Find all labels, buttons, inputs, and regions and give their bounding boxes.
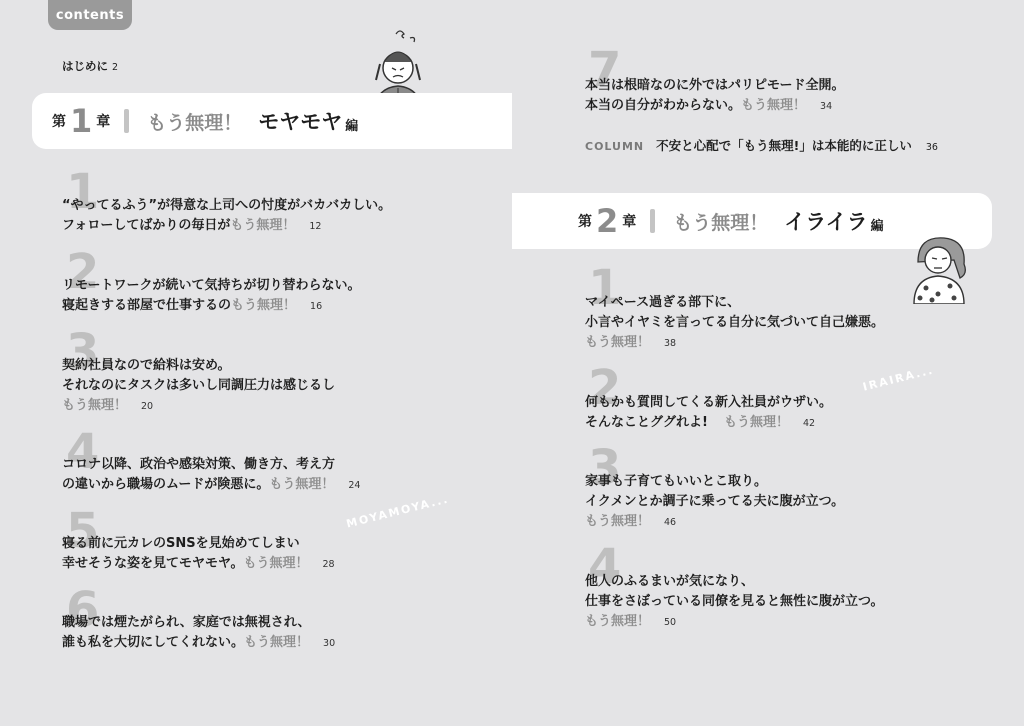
- entry-line: リモートワークが続いて気持ちが切り替わらない。: [62, 278, 361, 293]
- toc-entry[interactable]: [62, 455, 360, 496]
- entry-page: 50: [664, 617, 677, 628]
- contents-tab-label: contents: [55, 7, 125, 23]
- toc-entry[interactable]: [62, 356, 335, 417]
- entry-line: マイペース過ぎる部下に、: [585, 295, 741, 310]
- column-page: 36: [925, 142, 938, 153]
- entry-line: 小言やイヤミを言ってる自分に気づいて自己嫌悪。: [585, 315, 885, 330]
- entry-number: 5: [66, 503, 100, 559]
- entry-number: 7: [588, 42, 622, 98]
- entry-line: 本当は根暗なのに外ではパリピモード全開。: [585, 78, 845, 93]
- intro-entry[interactable]: [62, 58, 118, 74]
- chapter2-sho: 章: [622, 214, 637, 230]
- entry-page: 16: [310, 301, 323, 312]
- entry-line: コロナ以降、政治や感染対策、働き方、考え方: [62, 457, 336, 472]
- entry-muri: もう無理！: [723, 415, 789, 430]
- entry-line: 幸せそうな姿を見てモヤモヤ。: [62, 556, 244, 571]
- intro-label: はじめに: [62, 59, 108, 73]
- entry-number: 4: [588, 539, 622, 595]
- entry-muri: もう無理！: [585, 514, 651, 529]
- entry-line: 本当の自分がわからない。: [585, 98, 742, 113]
- column-label: COLUMN: [585, 140, 645, 153]
- entry-line: の違いから職場のムードが険悪に。: [62, 477, 270, 492]
- toc-entry[interactable]: [585, 393, 832, 434]
- toc-entry[interactable]: [62, 196, 391, 237]
- entry-number: 2: [66, 244, 100, 300]
- chapter1-muri: もう無理！: [147, 111, 243, 134]
- entry-muri: もう無理！: [243, 556, 309, 571]
- chapter2-dai: 第: [578, 214, 592, 230]
- entry-page: 30: [323, 638, 336, 649]
- entry-page: 46: [664, 517, 677, 528]
- entry-line: フォローしてばかりの毎日が: [62, 218, 231, 233]
- entry-line: 誰も私を大切にしてくれない。: [62, 635, 245, 650]
- entry-muri: もう無理！: [230, 218, 296, 233]
- entry-muri: もう無理！: [231, 298, 297, 313]
- column-text: 不安と心配で「もう無理!」は本能的に正しい: [656, 138, 912, 153]
- entry-number: 6: [66, 582, 100, 638]
- entry-muri: もう無理！: [585, 335, 651, 350]
- entry-number: 4: [66, 424, 100, 480]
- chapter1-hen: 編: [345, 119, 359, 134]
- entry-page: 24: [348, 480, 361, 491]
- entry-number: 3: [66, 324, 100, 380]
- chapter1-dai: 第: [52, 114, 66, 130]
- toc-entry[interactable]: [585, 76, 844, 117]
- chapter2-number: 2: [596, 202, 619, 240]
- entry-number: 2: [588, 360, 622, 416]
- chapter1-title: モヤモヤ: [258, 110, 343, 134]
- entry-line: 家事も子育てもいいとこ取り。: [585, 474, 768, 489]
- entry-number: 1: [66, 164, 100, 220]
- entry-muri: もう無理！: [244, 635, 310, 650]
- entry-line: 職場では煙たがられ、家庭では無視され、: [62, 615, 311, 630]
- toc-entry[interactable]: [62, 613, 335, 654]
- entry-number: 1: [588, 260, 622, 316]
- entry-page: 20: [141, 401, 154, 412]
- chapter1-divider: [124, 109, 129, 133]
- entry-muri: もう無理！: [269, 477, 335, 492]
- contents-tab: [48, 0, 132, 30]
- entry-page: 38: [664, 338, 677, 349]
- entry-line: 寝起きする部屋で仕事するの: [62, 298, 232, 313]
- entry-muri: もう無理！: [741, 98, 807, 113]
- entry-muri: もう無理！: [585, 614, 651, 629]
- chapter1-sho: 章: [96, 114, 111, 130]
- column-entry[interactable]: [585, 136, 938, 154]
- chapter2-hen: 編: [870, 219, 884, 234]
- entry-line: イクメンとか調子に乗ってる夫に腹が立つ。: [585, 494, 845, 509]
- iraira-decoration: IRAIRA...: [861, 363, 936, 394]
- toc-entry[interactable]: [62, 276, 360, 317]
- entry-number: 3: [588, 440, 622, 496]
- entry-line: 寝る前に元カレのSNSを見始めてしまい: [62, 536, 300, 551]
- toc-entry[interactable]: [62, 534, 335, 575]
- entry-line: 契約社員なので給料は安め。: [62, 358, 231, 373]
- chapter1-header[interactable]: [32, 93, 512, 149]
- moyamoya-decoration: MOYAMOYA...: [344, 492, 451, 531]
- chapter1-number: 1: [70, 102, 93, 140]
- toc-entry[interactable]: [585, 472, 844, 533]
- toc-entry[interactable]: [585, 293, 884, 354]
- entry-page: 34: [820, 101, 833, 112]
- chapter2-title: イライラ: [784, 210, 868, 234]
- entry-page: 42: [802, 418, 816, 429]
- chapter2-divider: [650, 209, 655, 233]
- entry-page: 28: [322, 559, 335, 570]
- annoyed-person-icon: [908, 232, 970, 304]
- toc-entry[interactable]: [585, 572, 883, 633]
- entry-line: 他人のふるまいが気になり、: [585, 574, 755, 589]
- entry-line: 何もかも質問してくる新入社員がウザい。: [585, 395, 833, 410]
- chapter2-muri: もう無理！: [673, 211, 769, 234]
- entry-line: “やってるふう”が得意な上司への忖度がバカバカしい。: [62, 198, 392, 213]
- entry-muri: もう無理！: [62, 398, 128, 413]
- entry-line: そんなことググれよ!: [585, 415, 708, 430]
- entry-page: 12: [309, 221, 322, 232]
- intro-page: 2: [112, 62, 119, 73]
- entry-line: それなのにタスクは多いし同調圧力は感じるし: [62, 378, 336, 393]
- entry-line: 仕事をさぼっている同僚を見ると無性に腹が立つ。: [585, 594, 884, 609]
